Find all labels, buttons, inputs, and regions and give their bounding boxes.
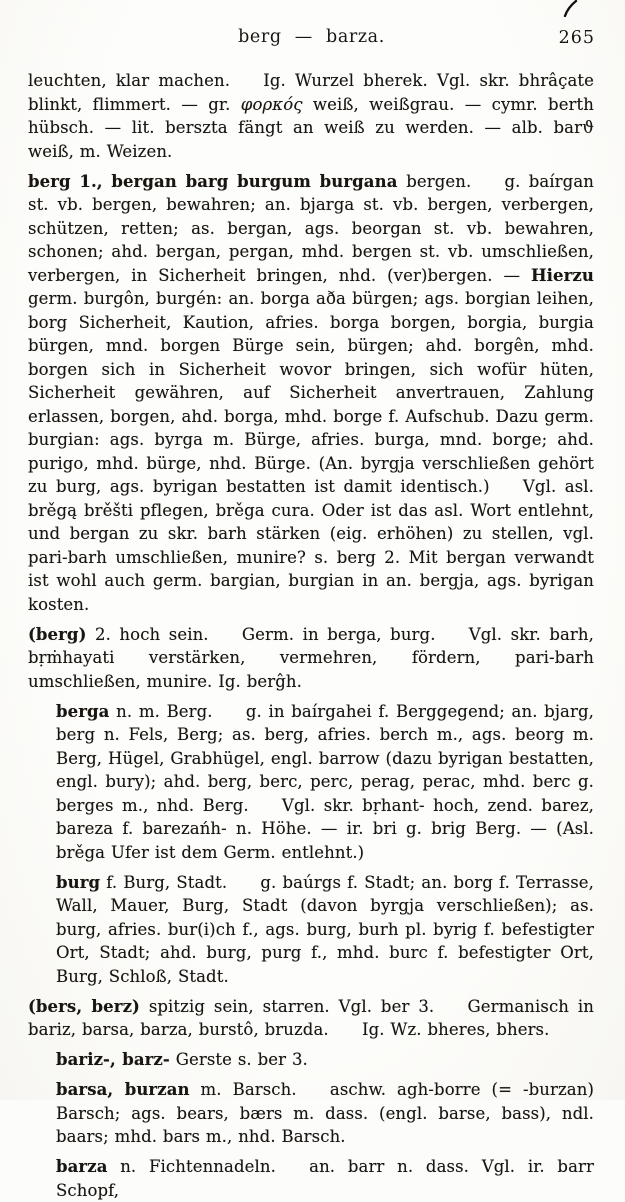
sub-entry	[56, 871, 594, 989]
entry-text: germ. burgôn, burgén: an. borga aða bürgen; ags. borgian leihen, borg Sicherheit, Kaution, afries. borga borgen, borgia, burgia bürgen, mnd. borgen Bürge sein, bürgen; ahd. borgên, mhd. borgen sich in Sicherheit wovor bringen, sich wofür hüten, Sicherheit gewähren, auf Sicherheit anvertrauen, Zahlung erlassen, borgen, ahd. borga, mhd. borge f. Aufschub. Dazu germ. burgian: ags. byrga m. Bürge, afries. burga, mnd. borge; ahd. purigo, mhd. bürge, nhd. Bürge. (An. byrgja verschließen gehört zu burg, ags. byrigan bestatten ist damit identisch.) Vgl. asl. brěgą brěšti pflegen, brěga cura. Oder ist das asl. Wort entlehnt, und bergan zu skr. barh stärken (eig. erhöhen) zu stellen, vgl. pari-barh umschließen, munire? s. berg 2. Mit bergan verwandt ist wohl auch germ. bargian, burgian in an. bergja, ags. byrigan kosten.	[28, 289, 594, 614]
page-number: 265	[558, 28, 595, 48]
headword: (berg)	[28, 624, 87, 644]
stray-ink-mark	[555, 0, 579, 21]
page-body	[28, 69, 594, 1202]
continuation-paragraph	[28, 69, 594, 163]
sub-entry	[56, 1048, 594, 1072]
entry-text: spitzig sein, starren. Vgl. ber 3. Germanisch in bariz, barsa, barza, burstô, bruzda. Ig. Wz. bheres, bhers.	[28, 996, 594, 1039]
headword: burg	[56, 872, 101, 892]
headword: (bers, berz)	[28, 996, 140, 1016]
headword: bariz-, barz-	[56, 1050, 170, 1069]
sub-entry	[56, 700, 594, 865]
entry-text: bergen. g. baírgan st. vb. bergen, bewahren; an. bjarga st. vb. bergen, verbergen, schützen, retten; as. bergan, ags. beorgan st. vb. bewahren, schonen; ahd. bergan, pergan, mhd. bergen st. vb. umschließen, verbergen, in Sicherheit bringen, nhd. (ver)bergen. —	[28, 171, 594, 285]
entry-text: f. Burg, Stadt. g. baúrgs f. Stadt; an. borg f. Terrasse, Wall, Mauer, Burg, Stadt (davon byrgja verschließen); as. burg, afries. bur(i)ch f., ags. burg, burh pl. byrig f. befestigter Ort, Stadt; ahd. burg, purg f., mhd. burc f. befestigter Ort, Burg, Schloß, Stadt.	[56, 872, 594, 986]
entry-text: m. Barsch. aschw. agh-borre (= -burzan) Barsch; ags. bears, bærs m. dass. (engl. barse, bass), ndl. baars; mhd. bars m., nhd. Barsch.	[56, 1080, 595, 1146]
entry-text: n. m. Berg. g. in baírgahei f. Berggegend; an. bjarg, berg n. Fels, Berg; as. berg, afries. berch m., ags. beorg m. Berg, Hügel, Grabhügel, engl. barrow (dazu byrigan bestatten, engl. bury); ahd. berg, berc, perc, perag, perac, mhd. berc g. berges m., nhd. Berg. Vgl. skr. bṛhant- hoch, zend. barez, bareza f. barezańh- n. Höhe. — ir. bri g. brig Berg. — (Asl. brěga Ufer ist dem Germ. entlehnt.)	[56, 701, 594, 862]
sub-entry	[56, 1155, 594, 1202]
entry-text: 2. hoch sein. Germ. in berga, burg. Vgl. skr. barh, bṛṁhayati verstärken, vermehren, fördern, pari-barh umschließen, munire. Ig. berĝh.	[28, 624, 594, 691]
entry-text: weiß, weißgrau. — cymr. berth hübsch. — lit. berszta fängt an weiß zu werden. — alb. barϑ weiß, m. Weizen.	[28, 94, 594, 161]
sub-entry	[56, 1078, 594, 1149]
running-header	[28, 27, 595, 51]
dictionary-entry	[28, 623, 594, 694]
dictionary-entry	[28, 170, 594, 617]
dictionary-entry	[28, 995, 594, 1042]
headword: Hierzu	[530, 265, 594, 285]
headword: berga	[56, 701, 110, 721]
entry-text: Gerste s. ber 3.	[169, 1050, 308, 1069]
entry-text: leuchten, klar machen. Ig. Wurzel bherek. Vgl. skr. bhrâçate blinkt, flimmert. — gr.	[28, 71, 594, 114]
headword: berg 1., bergan barg burgum burgana	[28, 171, 407, 191]
running-title: berg — barza.	[238, 27, 385, 47]
headword: barsa, burzan	[56, 1080, 190, 1099]
headword: barza	[56, 1157, 108, 1176]
greek-text: φορκός	[240, 94, 303, 114]
entry-text: n. Fichtennadeln. an. barr n. dass. Vgl. ir. barr Schopf,	[56, 1157, 594, 1200]
